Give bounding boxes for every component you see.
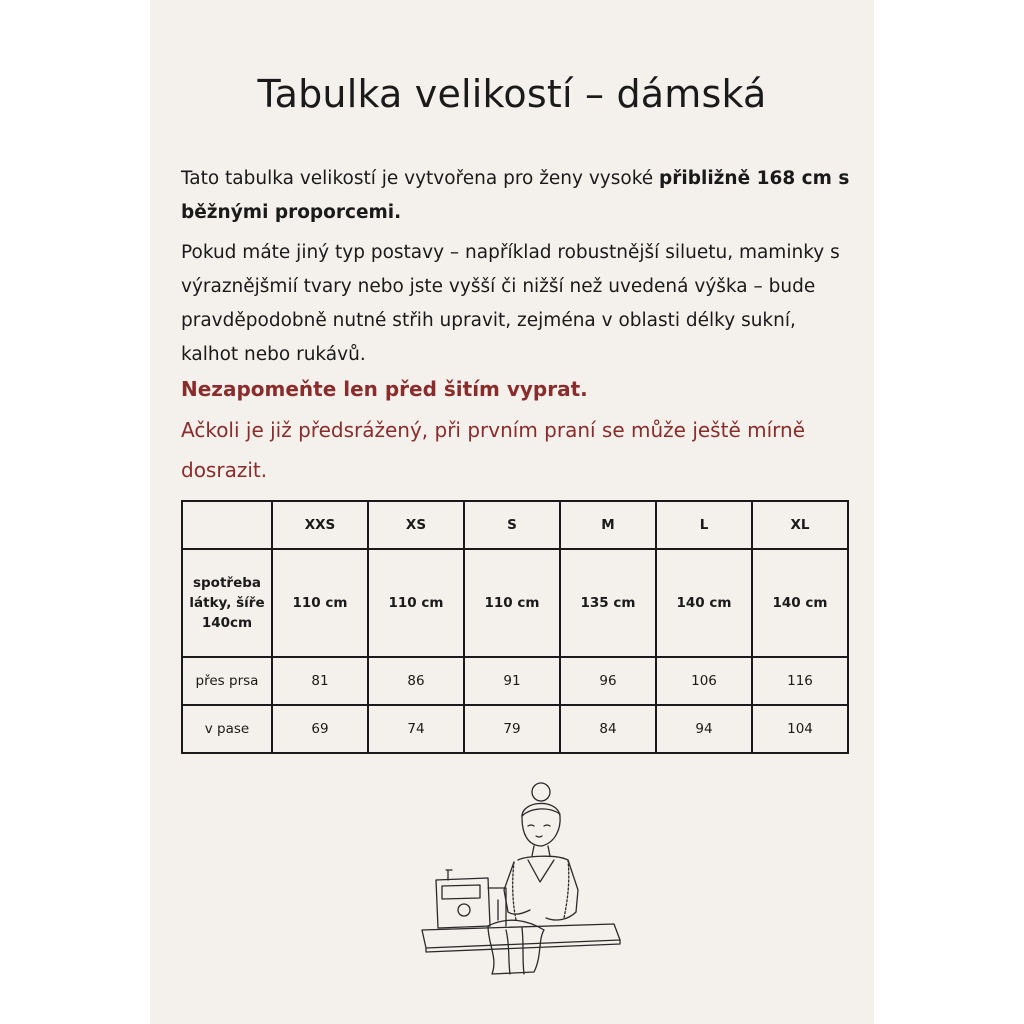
bust-cell: 96 (560, 657, 656, 705)
fabric-cell: 140 cm (656, 549, 752, 657)
fabric-cell: 110 cm (272, 549, 368, 657)
waist-cell: 84 (560, 705, 656, 753)
bust-label: přes prsa (182, 657, 272, 705)
bust-cell: 86 (368, 657, 464, 705)
fabric-cell: 110 cm (464, 549, 560, 657)
waist-label: v pase (182, 705, 272, 753)
fabric-cell: 135 cm (560, 549, 656, 657)
intro-text: Tato tabulka velikostí je vytvořena pro ženy vysoké (181, 168, 660, 189)
fabric-label: spotřeba látky, šíře 140cm (182, 549, 272, 657)
waist-cell: 79 (464, 705, 560, 753)
waist-cell: 94 (656, 705, 752, 753)
size-header: L (656, 501, 752, 549)
size-header: XXS (272, 501, 368, 549)
size-header: S (464, 501, 560, 549)
intro-paragraph (181, 162, 851, 230)
warning-heading: Nezapomeňte len před šitím vyprat. (181, 377, 588, 401)
waist-cell: 74 (368, 705, 464, 753)
size-header: M (560, 501, 656, 549)
size-table (181, 500, 849, 754)
bust-cell: 91 (464, 657, 560, 705)
waist-cell: 69 (272, 705, 368, 753)
page-title: Tabulka velikostí – dámská (257, 72, 767, 116)
body-paragraph: Pokud máte jiný typ postavy – například robustnější siluetu, maminky s výraznějšmií tvary nebo jste vyšší či nižší než uvedená výška – bude pravděpodobně nutné střih upravit, zejména v oblasti délky sukní, kalhot nebo rukávů. (181, 242, 840, 365)
warning-text: Ačkoli je již předsrážený, při prvním praní se může ještě mírně dosrazit. (181, 418, 805, 482)
fabric-cell: 110 cm (368, 549, 464, 657)
bust-row (182, 657, 848, 705)
bust-cell: 106 (656, 657, 752, 705)
waist-row (182, 705, 848, 753)
corner-cell (182, 501, 272, 549)
intro-bold-text: přibližně 168 cm s běžnými proporcemi. (181, 168, 850, 223)
waist-cell: 104 (752, 705, 848, 753)
fabric-cell: 140 cm (752, 549, 848, 657)
fabric-row (182, 549, 848, 657)
size-header: XS (368, 501, 464, 549)
bust-cell: 81 (272, 657, 368, 705)
size-header-row (182, 501, 848, 549)
size-header: XL (752, 501, 848, 549)
bust-cell: 116 (752, 657, 848, 705)
woman-at-sewing-machine-icon (418, 780, 624, 975)
